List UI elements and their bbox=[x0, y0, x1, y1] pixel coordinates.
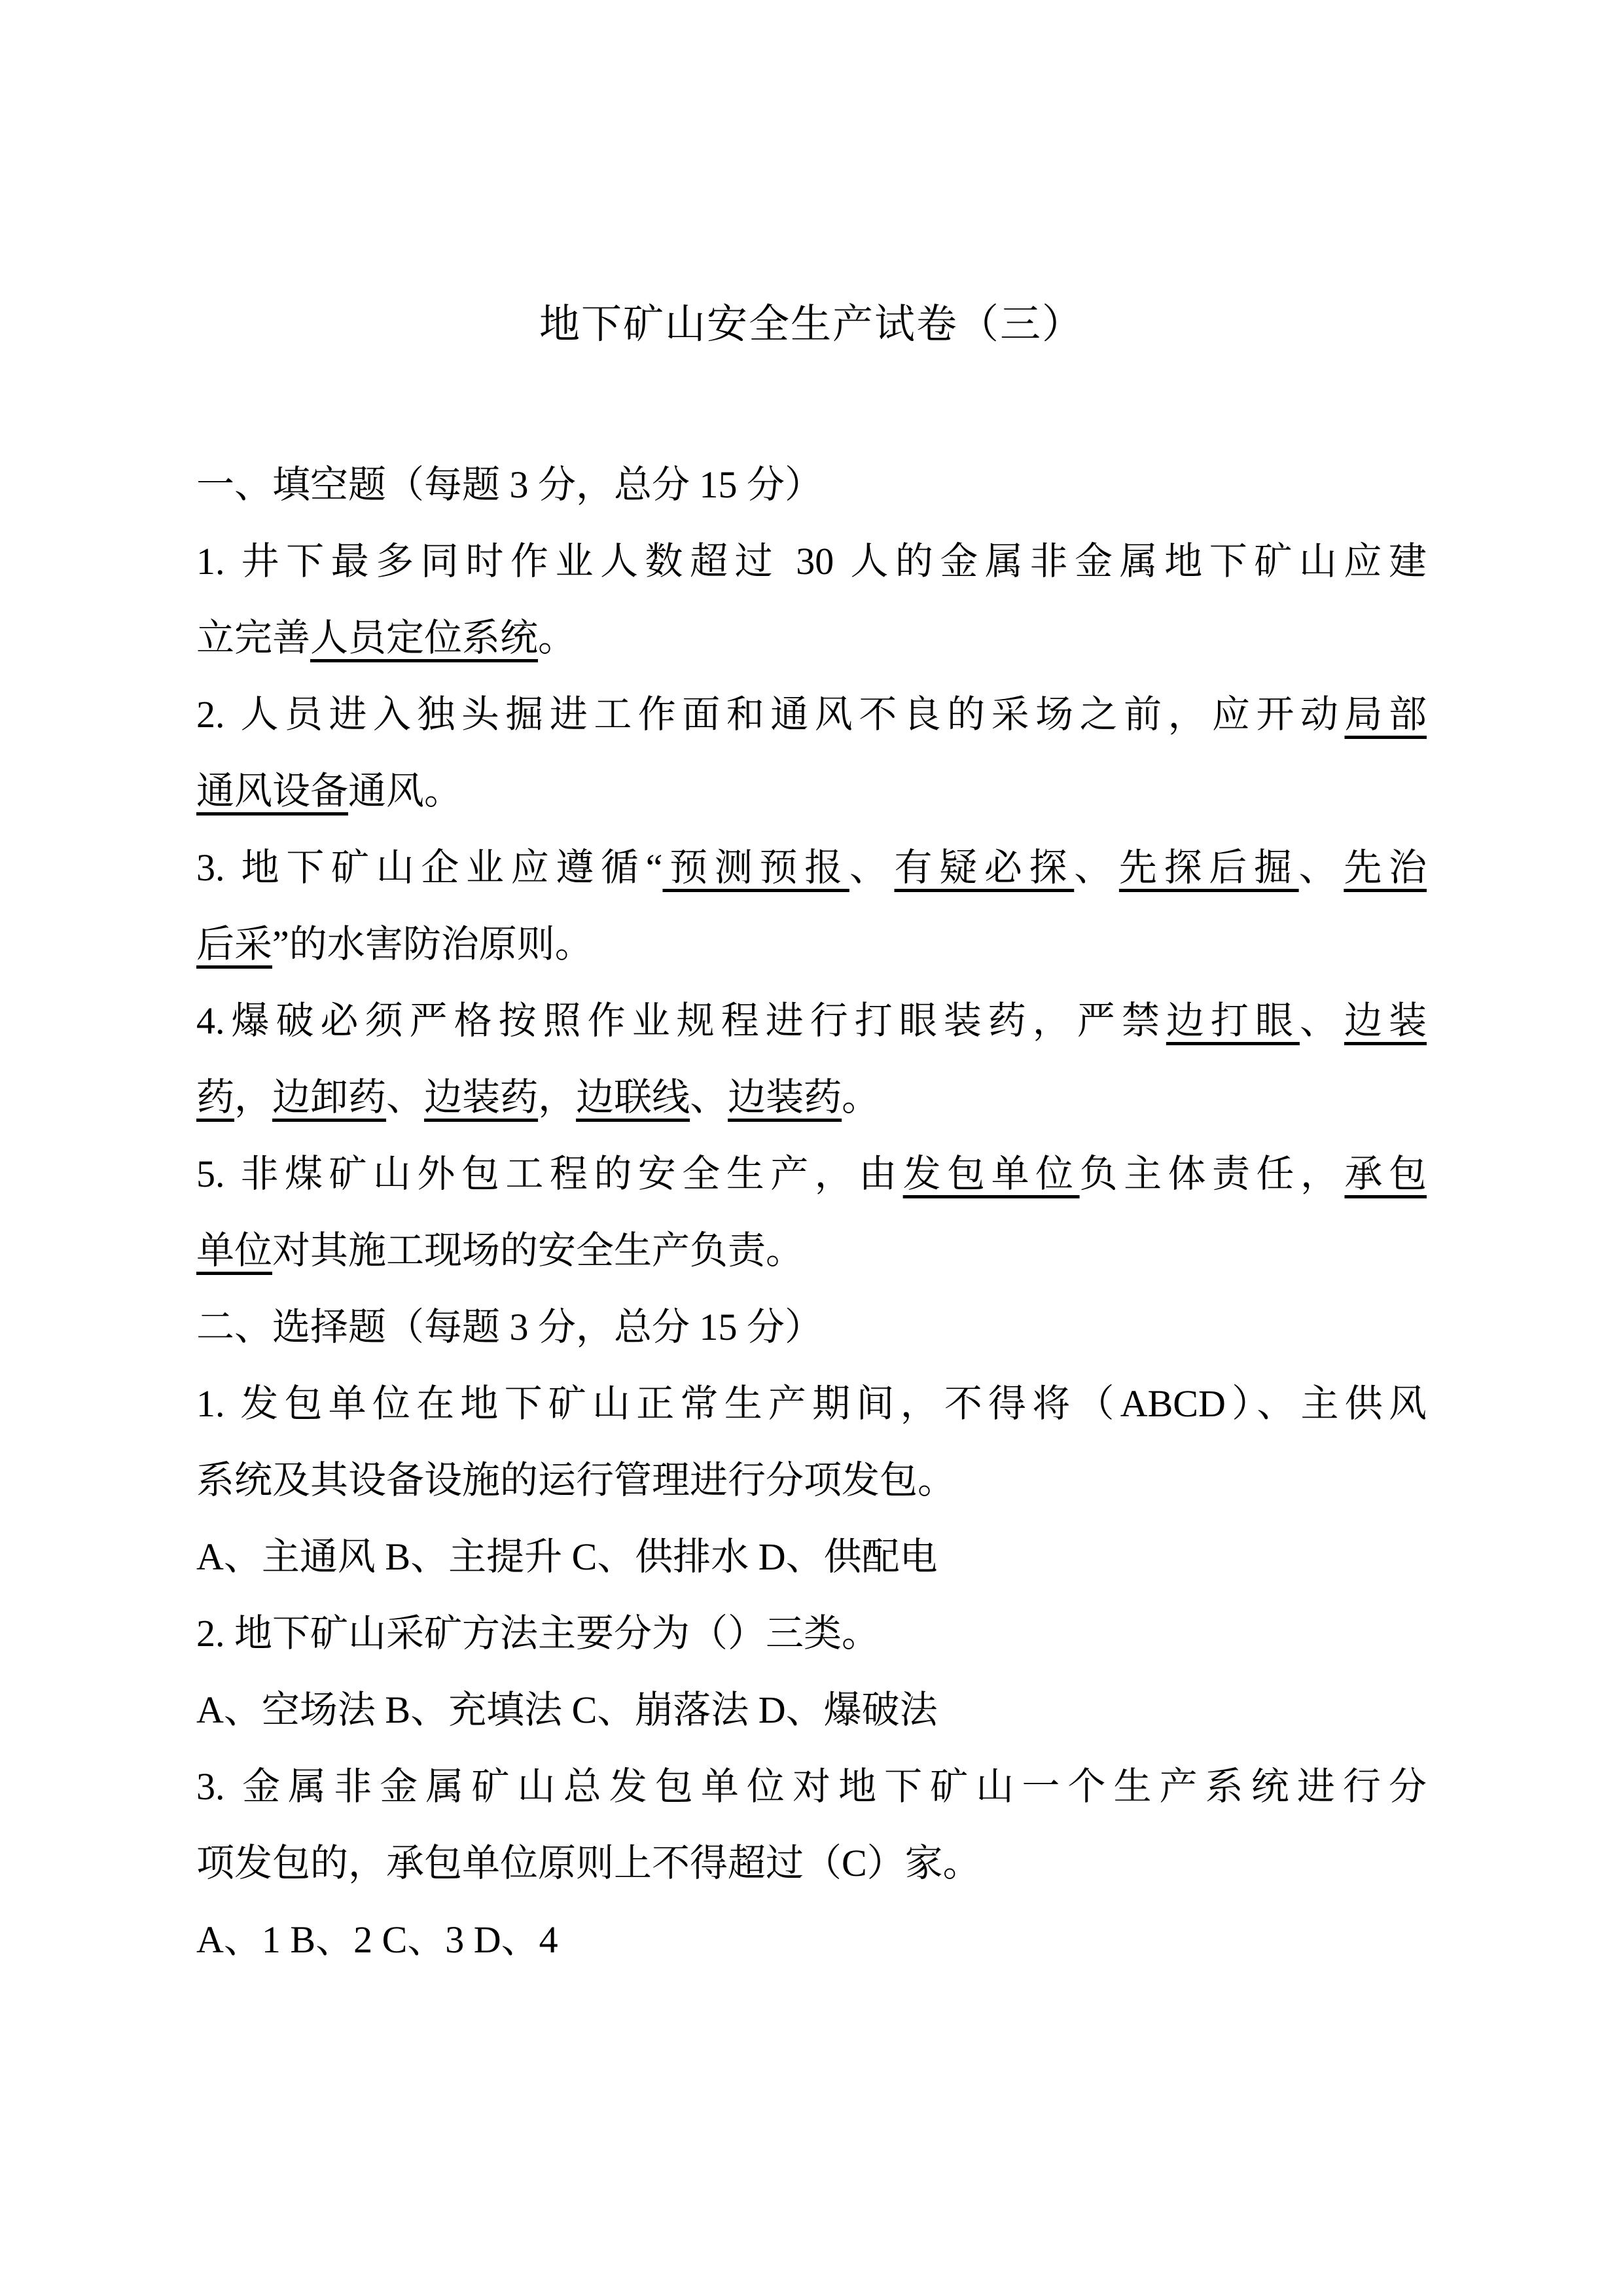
text-segment: 。 bbox=[538, 617, 577, 659]
fill-q3-line2 bbox=[196, 906, 1427, 982]
page-title: 地下矿山安全生产试卷（三） bbox=[539, 302, 1084, 347]
text-segment: 项发包的，承包单位原则上不得超过（C）家。 bbox=[196, 1842, 981, 1884]
fill-q4-line2 bbox=[196, 1059, 1427, 1136]
text-segment: 2. 人员进入独头掘进工作面和通风不良的采场之前，应开动 bbox=[196, 693, 1345, 736]
text-segment: 3. 金属非金属矿山总发包单位对地下矿山一个生产系统进行分 bbox=[196, 1765, 1427, 1808]
text-segment: 、 bbox=[386, 1076, 425, 1119]
text-segment: 2. 地下矿山采矿方法主要分为（）三类。 bbox=[196, 1612, 880, 1655]
fill-q5-line2 bbox=[196, 1212, 1427, 1289]
text-segment: A、1 B、2 C、3 D、4 bbox=[196, 1918, 558, 1961]
fill-q3-line1 bbox=[196, 829, 1427, 906]
text-segment: ”的水害防治原则。 bbox=[272, 923, 593, 965]
text-segment: 、 bbox=[1298, 846, 1344, 889]
text-segment: 、 bbox=[1299, 999, 1344, 1042]
text-segment: 、 bbox=[849, 846, 895, 889]
answer-blank: 边联线 bbox=[576, 1076, 690, 1119]
fill-q4-line1 bbox=[196, 982, 1427, 1059]
text-segment: 立完善 bbox=[196, 617, 311, 659]
text-segment: ， bbox=[538, 1076, 577, 1119]
text-segment: 通风。 bbox=[348, 770, 463, 812]
fill-q2-line1 bbox=[196, 676, 1427, 753]
text-segment: 。 bbox=[842, 1076, 880, 1119]
text-segment: 二、选择题（每题 3 分，总分 15 分） bbox=[196, 1306, 823, 1348]
fill-q1-line2 bbox=[196, 600, 1427, 676]
answer-blank: 边装药 bbox=[728, 1076, 842, 1119]
choice-q1-line1 bbox=[196, 1365, 1427, 1442]
text-segment: 一、填空题（每题 3 分，总分 15 分） bbox=[196, 463, 823, 506]
text-segment: 系统及其设备设施的运行管理进行分项发包。 bbox=[196, 1459, 956, 1501]
answer-blank: 边卸药 bbox=[272, 1076, 387, 1119]
answer-blank: 通风设备 bbox=[196, 770, 349, 812]
answer-blank: 药 bbox=[196, 1076, 235, 1119]
text-segment: ， bbox=[234, 1076, 273, 1119]
answer-blank: 边装 bbox=[1344, 999, 1427, 1042]
answer-blank: 先探后掘 bbox=[1118, 846, 1299, 889]
answer-blank: 单位 bbox=[196, 1229, 273, 1272]
text-segment: 1. 发包单位在地下矿山正常生产期间，不得将（ABCD）、主供风 bbox=[196, 1382, 1427, 1425]
section1-heading bbox=[196, 446, 1427, 523]
fill-q5-line1 bbox=[196, 1136, 1427, 1212]
answer-blank: 有疑必探 bbox=[894, 846, 1075, 889]
answer-blank: 边打眼 bbox=[1166, 999, 1300, 1042]
text-segment: 1. 井下最多同时作业人数超过 30 人的金属非金属地下矿山应建 bbox=[196, 540, 1427, 583]
answer-blank: 承包 bbox=[1344, 1153, 1427, 1195]
exam-body bbox=[196, 446, 1427, 1978]
text-segment: A、主通风 B、主提升 C、供排水 D、供配电 bbox=[196, 1535, 938, 1578]
fill-q1-line1 bbox=[196, 523, 1427, 600]
text-segment: 对其施工现场的安全生产负责。 bbox=[272, 1229, 804, 1272]
text-segment: 5. 非煤矿山外包工程的安全生产，由 bbox=[196, 1153, 903, 1195]
text-segment: A、空场法 B、充填法 C、崩落法 D、爆破法 bbox=[196, 1689, 938, 1731]
text-segment: 4.爆破必须严格按照作业规程进行打眼装药，严禁 bbox=[196, 999, 1166, 1042]
answer-blank: 发包单位 bbox=[902, 1153, 1080, 1195]
answer-blank: 局部 bbox=[1344, 693, 1427, 736]
answer-blank: 人员定位系统 bbox=[310, 617, 539, 659]
answer-blank: 先治 bbox=[1344, 846, 1427, 889]
choice-q3-line1 bbox=[196, 1748, 1427, 1825]
choice-q3-options bbox=[196, 1901, 1427, 1978]
answer-blank: 预测预报 bbox=[662, 846, 849, 889]
text-segment: 、 bbox=[690, 1076, 728, 1119]
choice-q2-text bbox=[196, 1595, 1427, 1672]
choice-q2-options bbox=[196, 1672, 1427, 1748]
text-segment: 3. 地下矿山企业应遵循“ bbox=[196, 846, 663, 889]
answer-blank: 边装药 bbox=[424, 1076, 539, 1119]
answer-blank: 后采 bbox=[196, 923, 273, 965]
text-segment: 、 bbox=[1074, 846, 1119, 889]
choice-q1-line2 bbox=[196, 1442, 1427, 1518]
choice-q3-line2 bbox=[196, 1825, 1427, 1901]
text-segment: 负主体责任， bbox=[1079, 1153, 1345, 1195]
fill-q2-line2 bbox=[196, 753, 1427, 829]
section2-heading bbox=[196, 1289, 1427, 1365]
choice-q1-options bbox=[196, 1518, 1427, 1595]
